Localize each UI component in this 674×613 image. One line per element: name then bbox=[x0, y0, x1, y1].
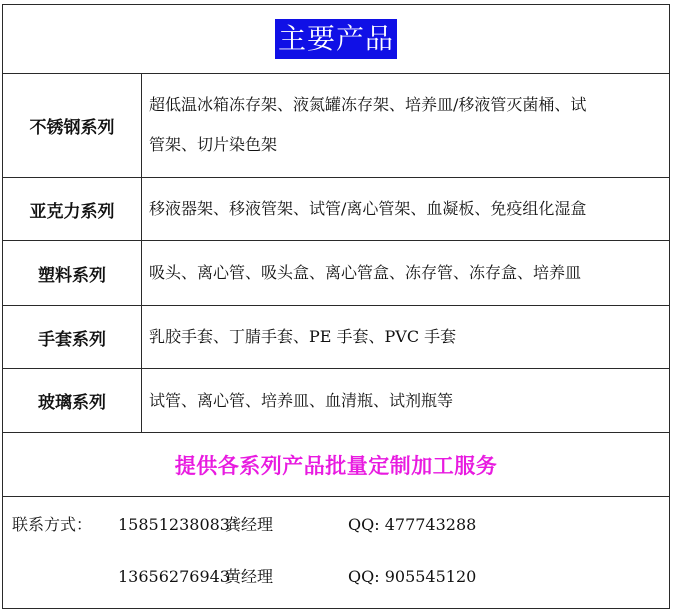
items-stainless-steel-line1: 超低温冰箱冻存架、液氮罐冻存架、培养皿/移液管灭菌桶、试 bbox=[149, 95, 587, 114]
contact-phone-1: 15851238083 bbox=[118, 515, 230, 534]
items-acrylic: 移液器架、移液管架、试管/离心管架、血凝板、免疫组化湿盒 bbox=[149, 199, 587, 218]
category-stainless-steel: 不锈钢系列 bbox=[29, 118, 115, 138]
category-glass: 玻璃系列 bbox=[38, 393, 106, 413]
service-banner: 提供各系列产品批量定制加工服务 bbox=[174, 454, 498, 478]
items-stainless-steel-line2: 管架、切片染色架 bbox=[149, 135, 278, 154]
category-plastic: 塑料系列 bbox=[38, 265, 106, 286]
items-plastic: 吸头、离心管、吸头盒、离心管盒、冻存管、冻存盒、培养皿 bbox=[149, 263, 582, 282]
page-title: 主要产品 bbox=[275, 19, 397, 59]
contact-row-1 bbox=[12, 514, 662, 536]
contact-qq-2: QQ: 905545120 bbox=[348, 567, 477, 586]
category-acrylic: 亚克力系列 bbox=[29, 201, 115, 222]
items-gloves: 乳胶手套、丁腈手套、PE 手套、PVC 手套 bbox=[149, 327, 457, 346]
title-cell bbox=[3, 5, 669, 73]
column-divider bbox=[141, 73, 142, 432]
product-table bbox=[2, 4, 670, 609]
contact-row-2 bbox=[12, 566, 662, 588]
contact-name-1: 龚经理 bbox=[225, 515, 274, 534]
divider bbox=[3, 496, 669, 497]
contact-phone-2: 13656276943 bbox=[118, 567, 230, 586]
contact-name-2: 黄经理 bbox=[225, 567, 274, 586]
items-glass: 试管、离心管、培养皿、血清瓶、试剂瓶等 bbox=[149, 390, 454, 410]
contact-label: 联系方式： bbox=[12, 515, 93, 534]
items-stainless-steel bbox=[149, 74, 664, 177]
contact-qq-1: QQ: 477743288 bbox=[348, 515, 477, 534]
category-gloves: 手套系列 bbox=[38, 329, 106, 350]
